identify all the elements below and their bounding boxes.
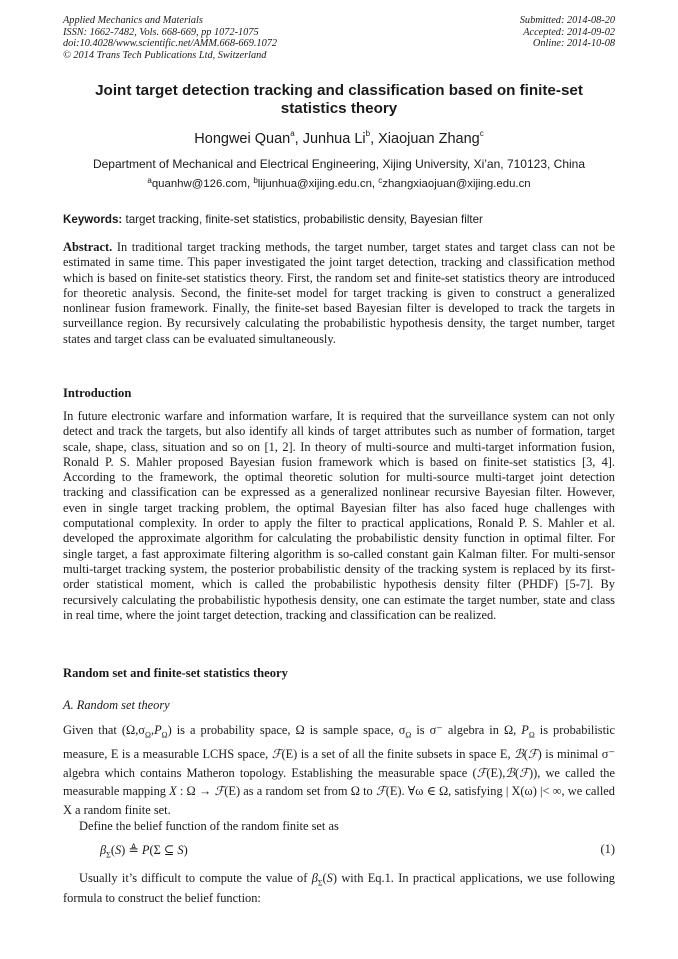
- keywords-label: Keywords:: [63, 213, 123, 226]
- text-run: is minimal σ⁻ algebra which contains Matheron topology. Establishing the measurable space: [63, 747, 615, 780]
- online-date: Online: 2014-10-08: [532, 38, 615, 50]
- keywords-text: target tracking, finite-set statistics, probabilistic density, Bayesian filter: [125, 213, 483, 226]
- paper-title: Joint target detection tracking and classification based on finite-set statistics theory: [95, 82, 583, 117]
- text-run: is σ⁻ algebra in Ω,: [411, 723, 522, 737]
- belief-definition-text: Define the belief function of the random finite set as: [79, 819, 339, 833]
- email-link[interactable]: quanhw@126.com: [151, 178, 247, 190]
- accepted-date: Accepted: 2014-09-02: [523, 26, 615, 38]
- introduction-text: In future electronic warfare and information warfare, It is required that the surveillance system can not only detect and track the targets, but also identify all kinds of target attributes such as number of formation, target scale, shape, class, situation and so on [1, 2]. In theory of multi-source and multi-target information fusion, Ronald P. S. Mahler proposed Bayesian fusion framework which is based on finite-set statistics [3, 4]. According to the framework, the optimal theoretic solution for multi-source multi-target joint detection tracking and classification can be expressed as a generalized nonlinear recursive Bayesian filter. However, even in single target tracking problem, the optimal Bayesian filter has also faced huge challenges with computational complexity. In order to apply the filter to practical applications, Ronald P. S. Mahler et al. developed the approximate algorithm for calculating the probabilistic density function in optimal filter. For single target, a fast approximate filtering algorithm is so-called constant gain Kalman filter. For multi-sensor multi-target tracking system, the posterior probabilistic density of the tracking system is replaced by its first-order statistical moment, which is called the probabilistic hypothesis density filter (PHDF) [5-7]. By recursively calculating the probabilistic hypothesis density, one can estimate the target number, state and class in real time, where the joint target detection, tracking and classification can be realized.: [63, 409, 615, 622]
- author-mark: a: [290, 129, 295, 138]
- belief-construction-text: Usually it’s difficult to compute the value of $\beta_\Sigma(S)$ with Eq.1. In practical applications, we use following formula to construct the belief function:: [63, 871, 615, 905]
- text-run: Given that: [63, 723, 122, 737]
- issn: ISSN: 1662-7482, Vols. 668-669, pp 1072-1075: [63, 26, 259, 38]
- email-mark: c: [378, 176, 383, 185]
- text-run: Usually it’s difficult to compute the value of: [79, 871, 312, 885]
- author-mark: b: [365, 129, 371, 138]
- equation-1: $\beta_\Sigma(S)$ ≜ P(Σ ⊆ S) (1): [100, 842, 615, 860]
- section-heading: Random set and finite-set statistics theory: [63, 666, 288, 680]
- subsection-heading: A. Random set theory: [63, 698, 170, 712]
- author-mark: c: [479, 129, 484, 138]
- dates-header: [520, 15, 615, 50]
- email-list: $^a$quanhw@126.com, $^b$lijunhua@xijing.edu.cn, $^c$zhangxiaojuan@xijing.edu.cn: [147, 176, 531, 190]
- text-run: is probabilistic measure, E is a measurable LCHS space,: [63, 723, 615, 762]
- author-list: Hongwei Quan$^a$, Junhua Li$^b$, Xiaojuan Zhang$^c$: [194, 129, 484, 147]
- email-link[interactable]: lijunhua@xijing.edu.cn: [257, 178, 372, 190]
- text-run: as a random set from Ω to: [240, 784, 376, 799]
- email-mark: b: [253, 176, 258, 185]
- author-name: Junhua Li: [302, 131, 366, 147]
- text-run: with Eq.1. In practical applications, we use following formula to construct the belief function:: [63, 871, 615, 905]
- author-name: Hongwei Quan: [194, 131, 291, 147]
- copyright: © 2014 Trans Tech Publications Ltd, Switzerland: [63, 49, 267, 61]
- doi: doi:10.4028/www.scientific.net/AMM.668-669.1072: [63, 38, 278, 50]
- text-run: , we called the measurable mapping: [63, 765, 615, 799]
- equation-number: (1): [600, 842, 615, 856]
- text-run: . ∀ω ∈ Ω, satisfying | X(ω) |< ∞, we called X a random finite set.: [63, 784, 615, 817]
- abstract-text: In traditional target tracking methods, the target number, target states and target class can not be estimated in same time. This paper investigated the joint target detection, tracking and classification method which is based on finite-set statistics theory. First, the random set and finite-set statistics theory are introduced for theoretic analysis. Second, the finite-set model for target tracking is given to construct a generalized nonlinear fusion framework. Finally, the finite-set based Bayesian filter is developed to track the targets in surveillance region. By recursively calculating the probabilistic hypothesis density, the target number, target states and target class can be evaluated simultaneously.: [63, 240, 615, 346]
- email-mark: a: [147, 176, 152, 185]
- journal-name: Applied Mechanics and Materials: [63, 15, 203, 26]
- abstract: [63, 240, 615, 347]
- affiliation: Department of Mechanical and Electrical Engineering, Xijing University, Xi’an, 710123, China: [92, 157, 586, 171]
- abstract-label: Abstract.: [63, 240, 113, 254]
- random-set-paragraph: Given that $(\Omega,\sigma_\Omega,P_\Omega)$ is a probability space, Ω is sample space, $\sigma_\Omega$ is σ⁻ algebra in Ω, $P_\Omega$ is probabilistic measure, E is a measurable LCHS space, ℱ(E) is a set of all the finite subsets in space E, ℬ(ℱ) is minimal σ⁻ algebra which contains Matheron topology. Establishing the measurable space (ℱ(E),ℬ(ℱ)), we called the measurable mapping X : Ω → ℱ(E) as a random set from Ω to ℱ(E). ∀ω ∈ Ω, satisfying | X(ω) |< ∞, we called X a random finite set.: [63, 723, 615, 817]
- text-run: is a set of all the finite subsets in space E,: [297, 747, 515, 762]
- text-run: is a probability space, Ω is sample space,: [171, 723, 399, 737]
- author-name: Xiaojuan Zhang: [378, 131, 480, 147]
- submitted-date: Submitted: 2014-08-20: [519, 15, 615, 26]
- journal-header: [63, 15, 277, 61]
- email-link[interactable]: zhangxiaojuan@xijing.edu.cn: [382, 178, 531, 190]
- keywords: [63, 213, 615, 226]
- introduction-heading: Introduction: [63, 386, 132, 400]
